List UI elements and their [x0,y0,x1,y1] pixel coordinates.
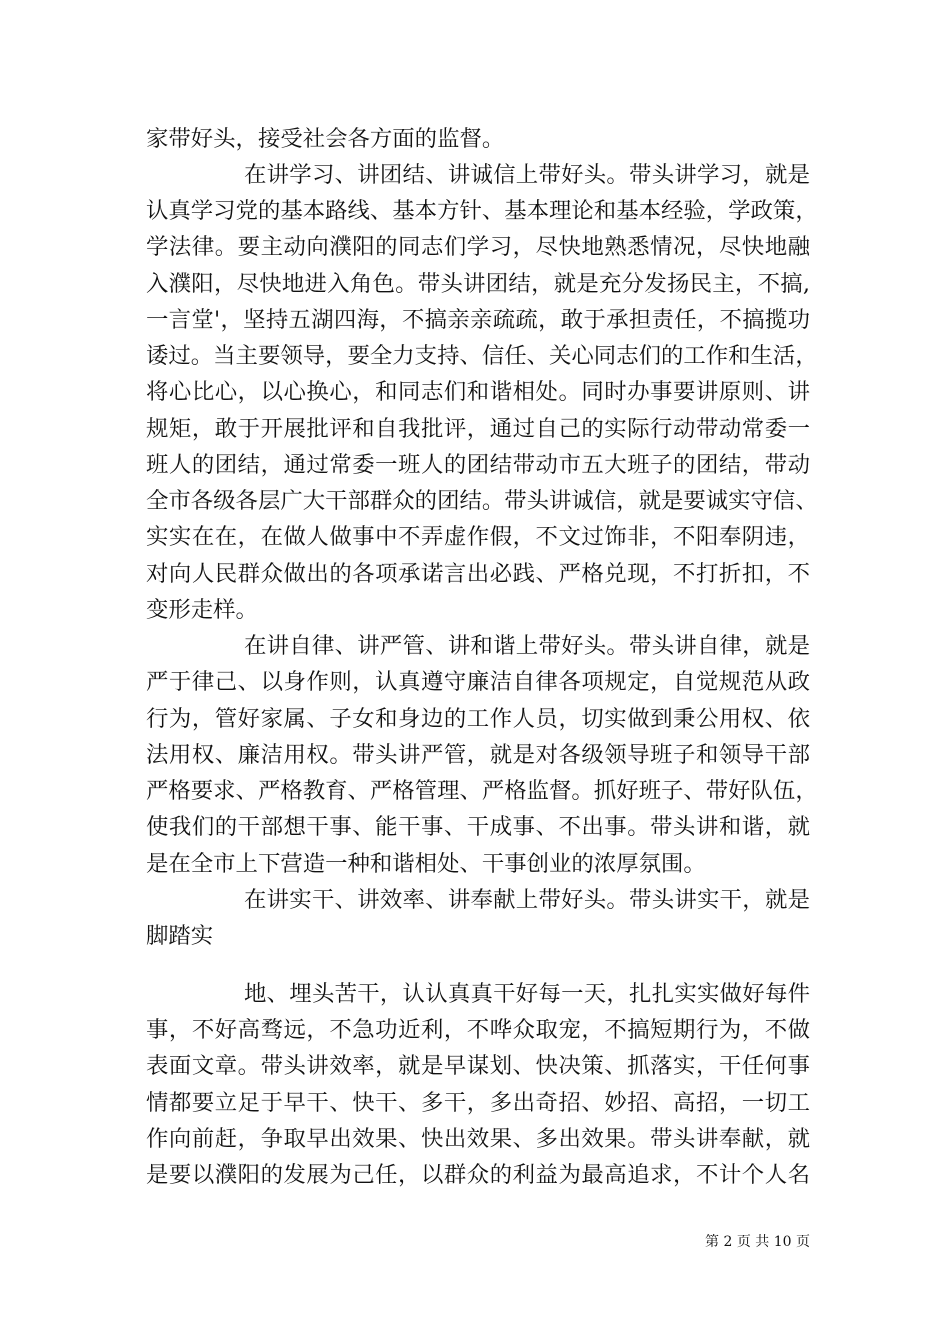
text-line: 将心比心，以心换心，和同志们和谐相处。同时办事要讲原则、讲 [146,379,810,405]
text-line: 一言堂'，坚持五湖四海，不搞亲亲疏疏，敢于承担责任，不搞揽功 [146,307,810,333]
paragraph-start-line: 在讲学习、讲团结、讲诚信上带好头。带头讲学习，就是 [244,162,810,188]
text-line: 作向前赶，争取早出效果、快出效果、多出效果。带头讲奉献，就 [146,1126,810,1152]
text-line: 严于律己、以身作则，认真遵守廉洁自律各项规定，自觉规范从政 [146,669,810,695]
text-line: 情都要立足于早干、快干、多干，多出奇招、妙招、高招，一切工 [146,1090,810,1116]
text-line: 班人的团结，通过常委一班人的团结带动市五大班子的团结，带动 [146,452,810,478]
text-line: 变形走样。 [146,597,258,623]
paragraph-start-line: 地、埋头苦干，认认真真干好每一天，扎扎实实做好每件 [244,981,810,1007]
text-line: 家带好头，接受社会各方面的监督。 [146,126,505,152]
text-line: 行为，管好家属、子女和身边的工作人员，切实做到秉公用权、依 [146,706,810,732]
text-line: 实实在在，在做人做事中不弄虚作假，不文过饰非，不阳奉阴违， [146,524,810,550]
text-line: 是在全市上下营造一种和谐相处、干事创业的浓厚氛围。 [146,851,706,877]
text-line: 全市各级各层广大干部群众的团结。带头讲诚信，就是要诚实守信、 [146,488,818,514]
text-line: 脚踏实 [146,923,214,949]
paragraph-start-line: 在讲实干、讲效率、讲奉献上带好头。带头讲实干，就是 [244,887,810,913]
text-line: 是要以濮阳的发展为己任，以群众的利益为最高追求，不计个人名 [146,1162,810,1188]
text-line: 学法律。要主动向濮阳的同志们学习，尽快地熟悉情况，尽快地融 [146,234,810,260]
page-number-footer: 第 2 页 共 10 页 [705,1234,810,1250]
text-line: 对向人民群众做出的各项承诺言出必践、严格兑现，不打折扣，不 [146,561,810,587]
text-line: 严格要求、严格教育、严格管理、严格监督。抓好班子、带好队伍， [146,778,818,804]
text-line: 表面文章。带头讲效率，就是早谋划、快决策、抓落实，干任何事 [146,1053,810,1079]
paragraph-start-line: 在讲自律、讲严管、讲和谐上带好头。带头讲自律，就是 [244,633,810,659]
text-line: 使我们的干部想干事、能干事、干成事、不出事。带头讲和谐，就 [146,814,810,840]
text-line: 诿过。当主要领导，要全力支持、信任、关心同志们的工作和生活， [146,343,818,369]
text-line: 认真学习党的基本路线、基本方针、基本理论和基本经验，学政策， [146,198,818,224]
text-line: 事，不好高骛远，不急功近利，不哗众取宠，不搞短期行为，不做 [146,1017,810,1043]
text-line: 入濮阳，尽快地进入角色。带头讲团结，就是充分发扬民主，不搞, [146,271,810,297]
text-line: 规矩，敢于开展批评和自我批评，通过自己的实际行动带动常委一 [146,416,810,442]
text-line: 法用权、廉洁用权。带头讲严管，就是对各级领导班子和领导干部 [146,742,810,768]
